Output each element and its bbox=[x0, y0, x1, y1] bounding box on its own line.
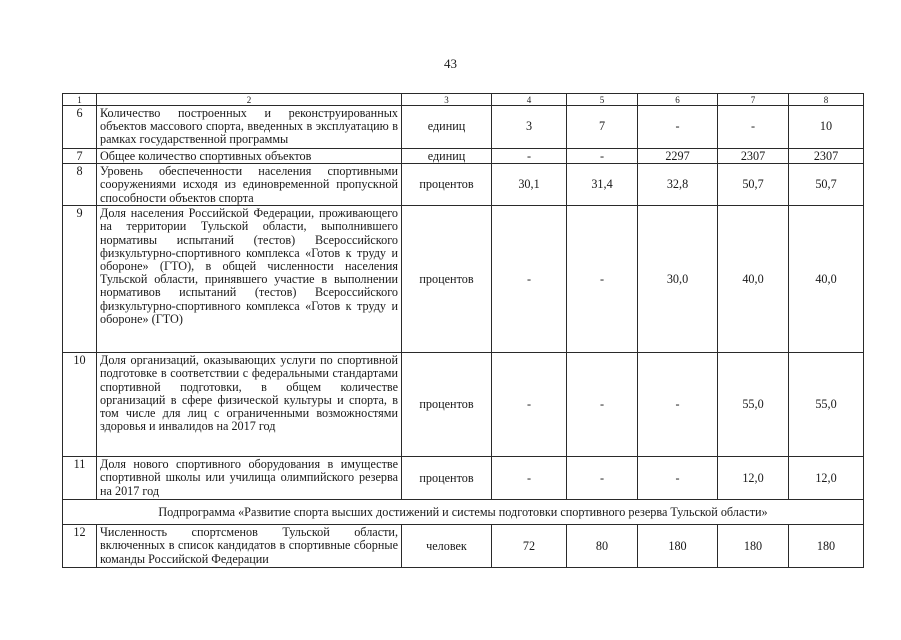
column-number: 2 bbox=[97, 94, 402, 106]
table-row bbox=[63, 457, 864, 500]
row-number: 8 bbox=[63, 164, 97, 206]
value-cell: - bbox=[492, 457, 567, 500]
value-cell: 180 bbox=[718, 525, 789, 568]
column-number-row bbox=[63, 94, 864, 106]
unit: процентов bbox=[402, 457, 492, 500]
value-cell: 2307 bbox=[789, 149, 864, 164]
value-cell: - bbox=[492, 206, 567, 353]
page-number: 43 bbox=[444, 56, 457, 71]
value-cell: 40,0 bbox=[789, 206, 864, 353]
column-number: 5 bbox=[567, 94, 638, 106]
unit: человек bbox=[402, 525, 492, 568]
subprogram-title: Подпрограмма «Развитие спорта высших достижений и системы подготовки спортивного резерва Тульской области» bbox=[63, 500, 864, 525]
unit: процентов bbox=[402, 164, 492, 206]
table-row bbox=[63, 206, 864, 353]
indicator-name: Уровень обеспеченности населения спортивными сооружениями исходя из единовременной пропускной способности объектов спорта bbox=[97, 164, 402, 206]
value-cell: 12,0 bbox=[718, 457, 789, 500]
indicator-name: Численность спортсменов Тульской области, включенных в список кандидатов в спортивные сборные команды Российской Федерации bbox=[97, 525, 402, 568]
table-row bbox=[63, 353, 864, 457]
table-row bbox=[63, 525, 864, 568]
value-cell: - bbox=[638, 457, 718, 500]
table-row bbox=[63, 106, 864, 149]
value-cell: 30,1 bbox=[492, 164, 567, 206]
indicators-table bbox=[62, 93, 864, 568]
indicator-name: Доля населения Российской Федерации, проживающего на территории Тульской области, выполнившего нормативы испытаний (тестов) Всероссийского физкультурно-спортивного комплекса «Готов к труду и обороне» (ГТО), в общей численности населения Тульской области, принявшего участие в выполнении нормативов испытаний (тестов) Всероссийского физкультурно-спортивного комплекса «Готов к труду и обороне» (ГТО) bbox=[97, 206, 402, 353]
value-cell: - bbox=[567, 457, 638, 500]
column-number: 3 bbox=[402, 94, 492, 106]
value-cell: 180 bbox=[789, 525, 864, 568]
unit: единиц bbox=[402, 149, 492, 164]
value-cell: - bbox=[567, 353, 638, 457]
value-cell: 31,4 bbox=[567, 164, 638, 206]
row-number: 12 bbox=[63, 525, 97, 568]
value-cell: 40,0 bbox=[718, 206, 789, 353]
value-cell: 180 bbox=[638, 525, 718, 568]
value-cell: 80 bbox=[567, 525, 638, 568]
column-number: 7 bbox=[718, 94, 789, 106]
table-row bbox=[63, 149, 864, 164]
row-number: 10 bbox=[63, 353, 97, 457]
indicator-name: Доля организаций, оказывающих услуги по спортивной подготовке в соответствии с федеральными стандартами спортивной подготовки, в общем количестве организаций в сфере физической культуры и спорта, в том числе для лиц с ограниченными возможностями здоровья и инвалидов на 2017 год bbox=[97, 353, 402, 457]
column-number: 6 bbox=[638, 94, 718, 106]
value-cell: 3 bbox=[492, 106, 567, 149]
unit: единиц bbox=[402, 106, 492, 149]
value-cell: - bbox=[718, 106, 789, 149]
value-cell: - bbox=[492, 353, 567, 457]
value-cell: 55,0 bbox=[789, 353, 864, 457]
value-cell: 32,8 bbox=[638, 164, 718, 206]
value-cell: 2297 bbox=[638, 149, 718, 164]
unit: процентов bbox=[402, 206, 492, 353]
value-cell: 72 bbox=[492, 525, 567, 568]
subprogram-row bbox=[63, 500, 864, 525]
value-cell: 30,0 bbox=[638, 206, 718, 353]
column-number: 1 bbox=[63, 94, 97, 106]
value-cell: 10 bbox=[789, 106, 864, 149]
row-number: 7 bbox=[63, 149, 97, 164]
value-cell: 50,7 bbox=[718, 164, 789, 206]
value-cell: 7 bbox=[567, 106, 638, 149]
indicator-name: Количество построенных и реконструированных объектов массового спорта, введенных в эксплуатацию в рамках государственной программы bbox=[97, 106, 402, 149]
value-cell: 2307 bbox=[718, 149, 789, 164]
column-number: 8 bbox=[789, 94, 864, 106]
value-cell: - bbox=[492, 149, 567, 164]
row-number: 11 bbox=[63, 457, 97, 500]
indicator-name: Доля нового спортивного оборудования в имуществе спортивной школы или училища олимпийского резерва на 2017 год bbox=[97, 457, 402, 500]
indicator-name: Общее количество спортивных объектов bbox=[97, 149, 402, 164]
value-cell: - bbox=[567, 206, 638, 353]
value-cell: 55,0 bbox=[718, 353, 789, 457]
row-number: 9 bbox=[63, 206, 97, 353]
value-cell: - bbox=[638, 353, 718, 457]
value-cell: - bbox=[638, 106, 718, 149]
row-number: 6 bbox=[63, 106, 97, 149]
unit: процентов bbox=[402, 353, 492, 457]
table-row bbox=[63, 164, 864, 206]
value-cell: 12,0 bbox=[789, 457, 864, 500]
value-cell: 50,7 bbox=[789, 164, 864, 206]
value-cell: - bbox=[567, 149, 638, 164]
column-number: 4 bbox=[492, 94, 567, 106]
